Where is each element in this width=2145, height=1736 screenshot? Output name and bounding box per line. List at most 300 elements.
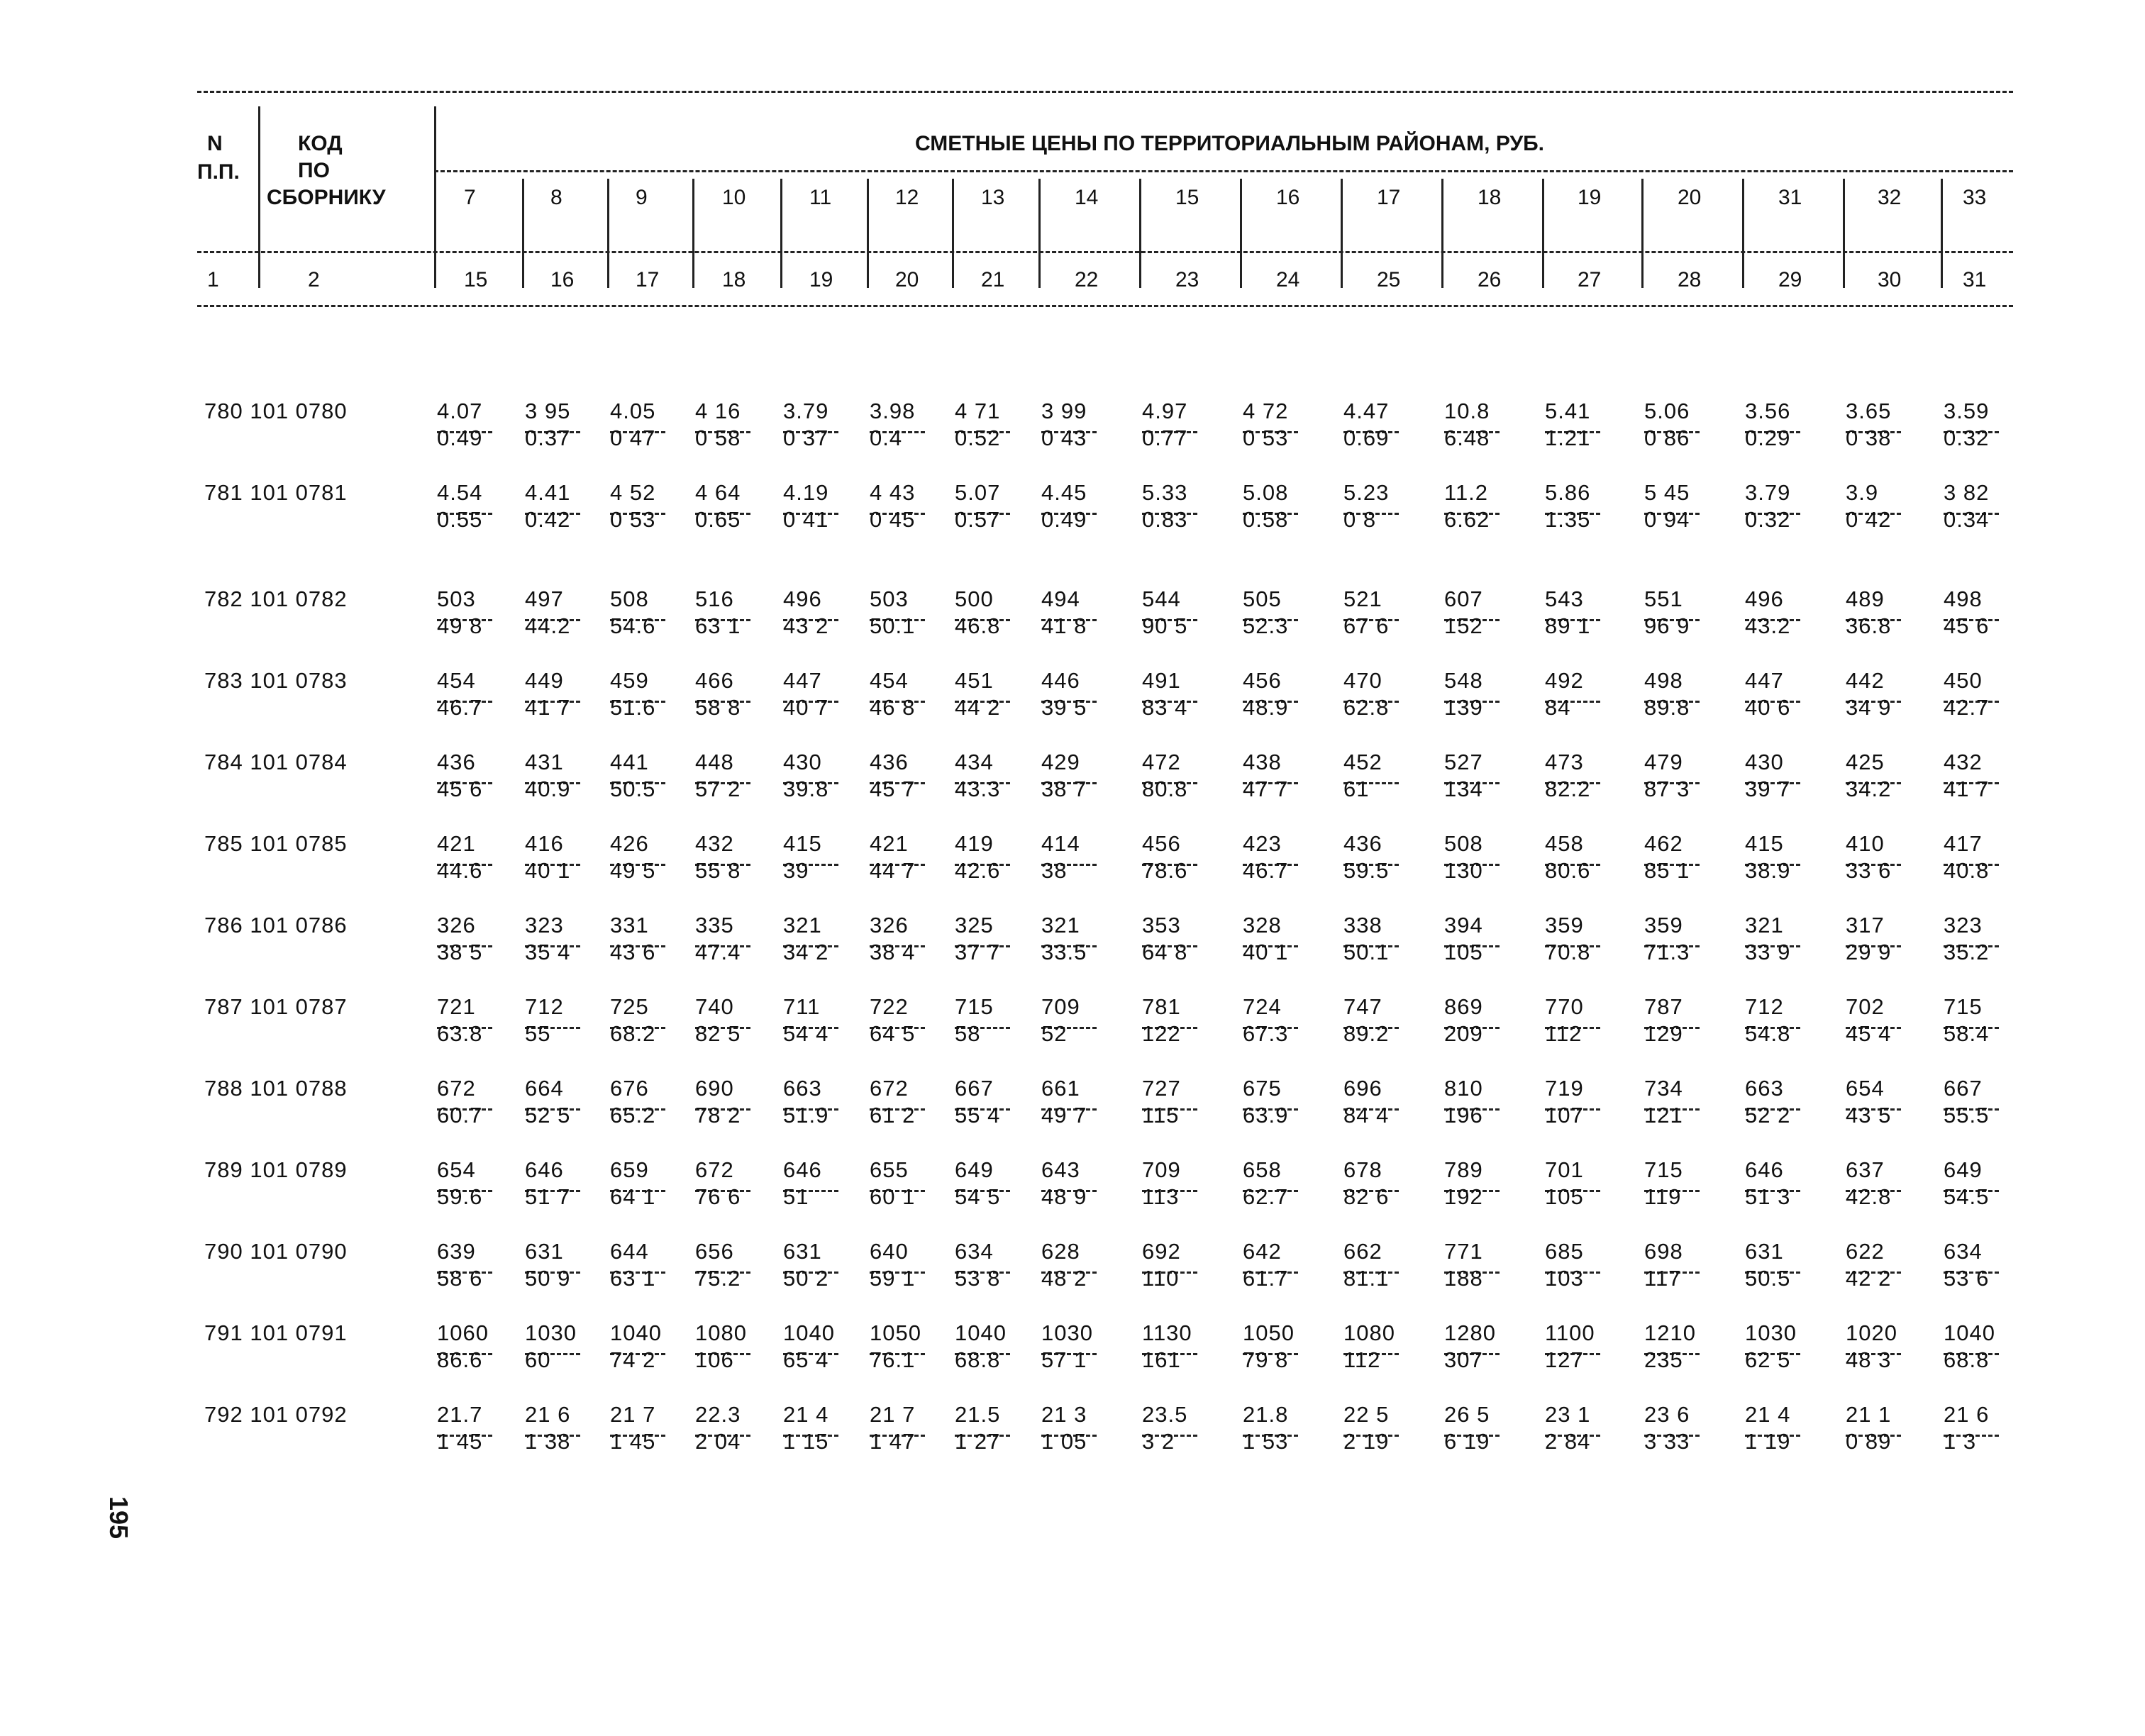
table-cell: 607 (1444, 586, 1483, 611)
table-cell: 658 (1243, 1157, 1282, 1182)
table-cell: 394 (1444, 913, 1483, 937)
table-cell: 6.48 (1444, 425, 1490, 450)
table-cell: 421 (870, 831, 909, 856)
table-cell: 1050 (870, 1320, 921, 1345)
table-cell: 52 5 (525, 1103, 571, 1128)
table-cell: 51.9 (783, 1103, 829, 1128)
table-cell: 698 (1644, 1239, 1683, 1264)
table-cell: 38 (1041, 858, 1068, 883)
table-cell: 55 (525, 1021, 551, 1046)
table-cell: 454 (870, 668, 909, 693)
table-cell: 57 1 (1041, 1347, 1087, 1372)
table-cell: 80.8 (1142, 777, 1188, 801)
table-cell: 642 (1243, 1239, 1282, 1264)
table-cell: 0 8 (1343, 507, 1377, 532)
table-cell: 0 37 (783, 425, 829, 450)
district-divider (522, 179, 524, 288)
table-cell: 4.07 (437, 399, 483, 423)
table-cell: 68.2 (610, 1021, 656, 1046)
table-cell: 1 05 (1041, 1429, 1087, 1454)
column-number: 29 (1778, 268, 1802, 291)
district-label: 11 (809, 186, 832, 209)
table-cell: 722 (870, 994, 909, 1019)
table-cell: 47.4 (695, 940, 741, 964)
table-cell: 4.41 (525, 480, 571, 505)
district-label: 20 (1678, 186, 1702, 209)
district-label: 10 (722, 186, 746, 209)
table-cell: 38.9 (1745, 858, 1791, 883)
table-cell: 654 (437, 1157, 476, 1182)
table-cell: 417 (1944, 831, 1983, 856)
table-cell: 709 (1142, 1157, 1181, 1182)
table-cell: 76 6 (695, 1184, 741, 1209)
table-cell: 423 (1243, 831, 1282, 856)
row-code: 791 101 0791 (204, 1320, 348, 1345)
table-cell: 117 (1644, 1266, 1682, 1291)
table-cell: 21 6 (1944, 1402, 1990, 1427)
district-label: 16 (1276, 186, 1300, 209)
table-cell: 49 5 (610, 858, 656, 883)
table-cell: 45 6 (1944, 613, 1990, 638)
table-cell: 38 5 (437, 940, 483, 964)
table-cell: 498 (1644, 668, 1683, 693)
table-cell: 65.2 (610, 1103, 656, 1128)
table-cell: 0 47 (610, 425, 656, 450)
table-cell: 448 (695, 750, 734, 774)
table-cell: 33.5 (1041, 940, 1087, 964)
table-cell: 0 38 (1846, 425, 1892, 450)
table-cell: 152 (1444, 613, 1483, 638)
column-number: 31 (1963, 268, 1987, 291)
row-code: 787 101 0787 (204, 994, 348, 1019)
table-cell: 353 (1142, 913, 1181, 937)
header-divider-n (258, 106, 260, 288)
table-cell: 516 (695, 586, 734, 611)
table-cell: 492 (1545, 668, 1584, 693)
table-cell: 54.6 (610, 613, 656, 638)
table-cell: 0.49 (1041, 507, 1087, 532)
table-cell: 338 (1343, 913, 1382, 937)
table-cell: 442 (1846, 668, 1885, 693)
table-cell: 1040 (955, 1320, 1007, 1345)
table-cell: 771 (1444, 1239, 1483, 1264)
district-label: 31 (1778, 186, 1802, 209)
table-cell: 664 (525, 1076, 564, 1101)
table-cell: 0.4 (870, 425, 903, 450)
table-cell: 1130 (1142, 1320, 1192, 1345)
column-number: 21 (981, 268, 1005, 291)
table-cell: 415 (783, 831, 822, 856)
table-cell: 715 (1944, 994, 1983, 1019)
table-cell: 3 82 (1944, 480, 1990, 505)
table-cell: 659 (610, 1157, 649, 1182)
table-cell: 323 (1944, 913, 1983, 937)
table-cell: 425 (1846, 750, 1885, 774)
row-code: 782 101 0782 (204, 586, 348, 611)
table-cell: 64 5 (870, 1021, 916, 1046)
table-cell: 709 (1041, 994, 1080, 1019)
table-cell: 335 (695, 913, 734, 937)
table-cell: 496 (783, 586, 822, 611)
column-number: 18 (722, 268, 746, 291)
header-mid-rule (197, 251, 2013, 253)
table-cell: 0.52 (955, 425, 1001, 450)
table-cell: 3 95 (525, 399, 571, 423)
table-cell: 685 (1545, 1239, 1584, 1264)
table-cell: 21 1 (1846, 1402, 1892, 1427)
table-cell: 45 4 (1846, 1021, 1892, 1046)
district-divider (780, 179, 782, 288)
district-divider (1843, 179, 1845, 288)
table-cell: 675 (1243, 1076, 1282, 1101)
table-cell: 86.6 (437, 1347, 483, 1372)
table-cell: 436 (870, 750, 909, 774)
table-cell: 4.19 (783, 480, 829, 505)
table-cell: 35 4 (525, 940, 571, 964)
table-cell: 110 (1142, 1266, 1180, 1291)
table-cell: 631 (783, 1239, 822, 1264)
table-cell: 328 (1243, 913, 1282, 937)
table-cell: 331 (610, 913, 649, 937)
column-number: 25 (1377, 268, 1401, 291)
table-cell: 690 (695, 1076, 734, 1101)
table-cell: 359 (1545, 913, 1584, 937)
table-cell: 81.1 (1343, 1266, 1390, 1291)
table-cell: 112 (1545, 1021, 1583, 1046)
table-cell: 39 (783, 858, 809, 883)
table-cell: 84 4 (1343, 1103, 1390, 1128)
table-cell: 129 (1644, 1021, 1683, 1046)
page-number: 195 (104, 1496, 133, 1540)
table-cell: 544 (1142, 586, 1181, 611)
table-cell: 1060 (437, 1320, 489, 1345)
table-cell: 1.21 (1545, 425, 1591, 450)
table-cell: 62.8 (1343, 695, 1390, 720)
table-cell: 789 (1444, 1157, 1483, 1182)
table-cell: 447 (1745, 668, 1784, 693)
table-cell: 646 (783, 1157, 822, 1182)
table-cell: 51 7 (525, 1184, 571, 1209)
table-cell: 43.2 (1745, 613, 1791, 638)
table-cell: 527 (1444, 750, 1483, 774)
table-cell: 421 (437, 831, 476, 856)
table-cell: 43 2 (783, 613, 829, 638)
table-cell: 0.83 (1142, 507, 1188, 532)
table-cell: 22 5 (1343, 1402, 1390, 1427)
table-cell: 2 04 (695, 1429, 741, 1454)
table-cell: 3.56 (1745, 399, 1791, 423)
table-cell: 103 (1545, 1266, 1584, 1291)
table-cell: 45 7 (870, 777, 916, 801)
table-cell: 0.57 (955, 507, 1001, 532)
table-cell: 643 (1041, 1157, 1080, 1182)
table-cell: 628 (1041, 1239, 1080, 1264)
district-label: 8 (550, 186, 562, 209)
table-cell: 48 2 (1041, 1266, 1087, 1291)
table-cell: 1 38 (525, 1429, 571, 1454)
table-cell: 34 2 (783, 940, 829, 964)
table-cell: 11.2 (1444, 480, 1489, 505)
district-label: 17 (1377, 186, 1401, 209)
table-cell: 105 (1545, 1184, 1584, 1209)
table-cell: 3.98 (870, 399, 916, 423)
table-cell: 79 8 (1243, 1347, 1289, 1372)
table-cell: 209 (1444, 1021, 1483, 1046)
table-cell: 0.69 (1343, 425, 1390, 450)
table-cell: 3.9 (1846, 480, 1879, 505)
table-cell: 0.37 (525, 425, 571, 450)
district-divider (1542, 179, 1544, 288)
table-cell: 21 7 (870, 1402, 916, 1427)
table-cell: 42.7 (1944, 695, 1990, 720)
table-cell: 52 (1041, 1021, 1068, 1046)
district-divider (952, 179, 954, 288)
table-cell: 161 (1142, 1347, 1181, 1372)
header-pp: П.П. (197, 160, 240, 184)
table-cell: 29 9 (1846, 940, 1892, 964)
table-cell: 634 (955, 1239, 994, 1264)
table-cell: 441 (610, 750, 649, 774)
table-cell: 446 (1041, 668, 1080, 693)
table-cell: 40 1 (525, 858, 571, 883)
header-title: СМЕТНЫЕ ЦЕНЫ ПО ТЕРРИТОРИАЛЬНЫМ РАЙОНАМ, РУБ. (915, 132, 1545, 155)
table-cell: 21 4 (1745, 1402, 1791, 1427)
table-cell: 105 (1444, 940, 1483, 964)
table-cell: 0.29 (1745, 425, 1791, 450)
table-cell: 323 (525, 913, 564, 937)
table-cell: 54.5 (1944, 1184, 1990, 1209)
table-cell: 76.1 (870, 1347, 916, 1372)
table-cell: 48 9 (1041, 1184, 1087, 1209)
table-cell: 1 3 (1944, 1429, 1977, 1454)
table-cell: 68.8 (1944, 1347, 1990, 1372)
table-cell: 0.55 (437, 507, 483, 532)
table-cell: 548 (1444, 668, 1483, 693)
table-cell: 0.32 (1745, 507, 1791, 532)
row-code: 785 101 0785 (204, 831, 348, 856)
district-divider (867, 179, 869, 288)
table-cell: 0 89 (1846, 1429, 1892, 1454)
table-cell: 0 58 (695, 425, 741, 450)
table-cell: 1 15 (783, 1429, 829, 1454)
table-cell: 50.5 (610, 777, 656, 801)
table-cell: 646 (1745, 1157, 1784, 1182)
table-cell: 23 6 (1644, 1402, 1690, 1427)
table-cell: 667 (955, 1076, 994, 1101)
table-cell: 58 6 (437, 1266, 483, 1291)
table-cell: 6.62 (1444, 507, 1490, 532)
table-cell: 192 (1444, 1184, 1483, 1209)
table-cell: 2 84 (1545, 1429, 1591, 1454)
header-bottom-rule (197, 305, 2013, 307)
table-cell: 46.7 (437, 695, 483, 720)
table-cell: 68.8 (955, 1347, 1001, 1372)
table-cell: 419 (955, 831, 994, 856)
table-cell: 59 1 (870, 1266, 916, 1291)
table-cell: 5.08 (1243, 480, 1289, 505)
table-cell: 41 7 (1944, 777, 1990, 801)
table-cell: 667 (1944, 1076, 1983, 1101)
table-cell: 321 (1745, 913, 1784, 937)
column-number: 23 (1175, 268, 1199, 291)
table-cell: 725 (610, 994, 649, 1019)
table-cell: 1 45 (610, 1429, 656, 1454)
table-cell: 810 (1444, 1076, 1483, 1101)
table-cell: 1050 (1243, 1320, 1295, 1345)
table-cell: 134 (1444, 777, 1483, 801)
table-cell: 3 99 (1041, 399, 1087, 423)
table-cell: 40 6 (1745, 695, 1791, 720)
table-cell: 634 (1944, 1239, 1983, 1264)
table-cell: 113 (1142, 1184, 1180, 1209)
district-label: 32 (1878, 186, 1902, 209)
district-divider (692, 179, 694, 288)
table-cell: 34 9 (1846, 695, 1892, 720)
table-cell: 654 (1846, 1076, 1885, 1101)
table-cell: 36.8 (1846, 613, 1892, 638)
row-code: 784 101 0784 (204, 750, 348, 774)
table-cell: 51 (783, 1184, 809, 1209)
table-cell: 787 (1644, 994, 1683, 1019)
table-cell: 1 19 (1745, 1429, 1791, 1454)
table-cell: 35.2 (1944, 940, 1990, 964)
table-cell: 1210 (1644, 1320, 1696, 1345)
table-cell: 40 1 (1243, 940, 1289, 964)
table-cell: 44.2 (525, 613, 571, 638)
table-cell: 0.58 (1243, 507, 1289, 532)
row-code: 780 101 0780 (204, 399, 348, 423)
table-cell: 54.8 (1745, 1021, 1791, 1046)
table-cell: 1 45 (437, 1429, 483, 1454)
table-cell: 42 2 (1846, 1266, 1892, 1291)
table-cell: 1 47 (870, 1429, 916, 1454)
district-label: 9 (636, 186, 648, 209)
district-label: 33 (1963, 186, 1987, 209)
header-code-3: СБОРНИКУ (267, 186, 386, 209)
table-cell: 78 2 (695, 1103, 741, 1128)
table-cell: 503 (437, 586, 476, 611)
table-cell: 505 (1243, 586, 1282, 611)
district-label: 15 (1175, 186, 1199, 209)
table-cell: 430 (1745, 750, 1784, 774)
table-cell: 42.6 (955, 858, 1001, 883)
table-cell: 655 (870, 1157, 909, 1182)
table-cell: 89 1 (1545, 613, 1591, 638)
table-cell: 46 8 (870, 695, 916, 720)
table-cell: 663 (783, 1076, 822, 1101)
table-cell: 712 (1745, 994, 1784, 1019)
table-cell: 672 (437, 1076, 476, 1101)
district-divider (1441, 179, 1443, 288)
table-cell: 0 45 (870, 507, 916, 532)
table-cell: 4.54 (437, 480, 483, 505)
table-cell: 33 9 (1745, 940, 1791, 964)
table-cell: 702 (1846, 994, 1885, 1019)
table-cell: 719 (1545, 1076, 1584, 1101)
table-cell: 43 6 (610, 940, 656, 964)
column-number: 26 (1478, 268, 1502, 291)
table-cell: 661 (1041, 1076, 1080, 1101)
table-cell: 676 (610, 1076, 649, 1101)
header-top-rule (197, 91, 2013, 93)
table-cell: 10.8 (1444, 399, 1490, 423)
table-cell: 0.32 (1944, 425, 1990, 450)
table-cell: 67.3 (1243, 1021, 1289, 1046)
table-cell: 82 5 (695, 1021, 741, 1046)
table-cell: 438 (1243, 750, 1282, 774)
table-cell: 0 41 (783, 507, 829, 532)
table-cell: 0 86 (1644, 425, 1690, 450)
row-code: 789 101 0789 (204, 1157, 348, 1182)
table-cell: 434 (955, 750, 994, 774)
table-cell: 42.8 (1846, 1184, 1892, 1209)
table-cell: 747 (1343, 994, 1382, 1019)
table-cell: 734 (1644, 1076, 1683, 1101)
table-cell: 0.49 (437, 425, 483, 450)
table-cell: 450 (1944, 668, 1983, 693)
district-divider (1641, 179, 1644, 288)
table-cell: 0 53 (1243, 425, 1289, 450)
table-cell: 65 4 (783, 1347, 829, 1372)
table-cell: 74 2 (610, 1347, 656, 1372)
table-cell: 5 45 (1644, 480, 1690, 505)
table-cell: 454 (437, 668, 476, 693)
table-cell: 0.42 (525, 507, 571, 532)
district-divider (1941, 179, 1943, 288)
table-cell: 80.6 (1545, 858, 1591, 883)
column-number: 19 (809, 268, 833, 291)
table-cell: 459 (610, 668, 649, 693)
table-cell: 1080 (1343, 1320, 1395, 1345)
table-cell: 48.9 (1243, 695, 1289, 720)
table-cell: 0 53 (610, 507, 656, 532)
table-cell: 646 (525, 1157, 564, 1182)
table-cell: 45 6 (437, 777, 483, 801)
table-cell: 4.45 (1041, 480, 1087, 505)
table-cell: 500 (955, 586, 994, 611)
table-cell: 96 9 (1644, 613, 1690, 638)
table-cell: 770 (1545, 994, 1584, 1019)
table-cell: 551 (1644, 586, 1683, 611)
table-cell: 432 (1944, 750, 1983, 774)
table-cell: 430 (783, 750, 822, 774)
district-divider (1139, 179, 1141, 288)
table-cell: 662 (1343, 1239, 1382, 1264)
table-cell: 715 (1644, 1157, 1683, 1182)
table-cell: 462 (1644, 831, 1683, 856)
row-code: 790 101 0790 (204, 1239, 348, 1264)
table-cell: 26 5 (1444, 1402, 1490, 1427)
table-cell: 508 (1444, 831, 1483, 856)
table-cell: 3.59 (1944, 399, 1990, 423)
table-cell: 781 (1142, 994, 1181, 1019)
table-cell: 1030 (1041, 1320, 1093, 1345)
table-cell: 321 (783, 913, 822, 937)
table-cell: 49 7 (1041, 1103, 1087, 1128)
table-cell: 543 (1545, 586, 1584, 611)
district-label: 18 (1478, 186, 1502, 209)
table-cell: 82 6 (1343, 1184, 1390, 1209)
table-cell: 121 (1644, 1103, 1683, 1128)
table-cell: 44 2 (955, 695, 1001, 720)
header-code-2: ПО (298, 159, 330, 182)
table-cell: 130 (1444, 858, 1483, 883)
table-cell: 1020 (1846, 1320, 1897, 1345)
table-cell: 53 8 (955, 1266, 1001, 1291)
table-cell: 456 (1243, 668, 1282, 693)
table-cell: 112 (1343, 1347, 1381, 1372)
table-cell: 55.5 (1944, 1103, 1990, 1128)
